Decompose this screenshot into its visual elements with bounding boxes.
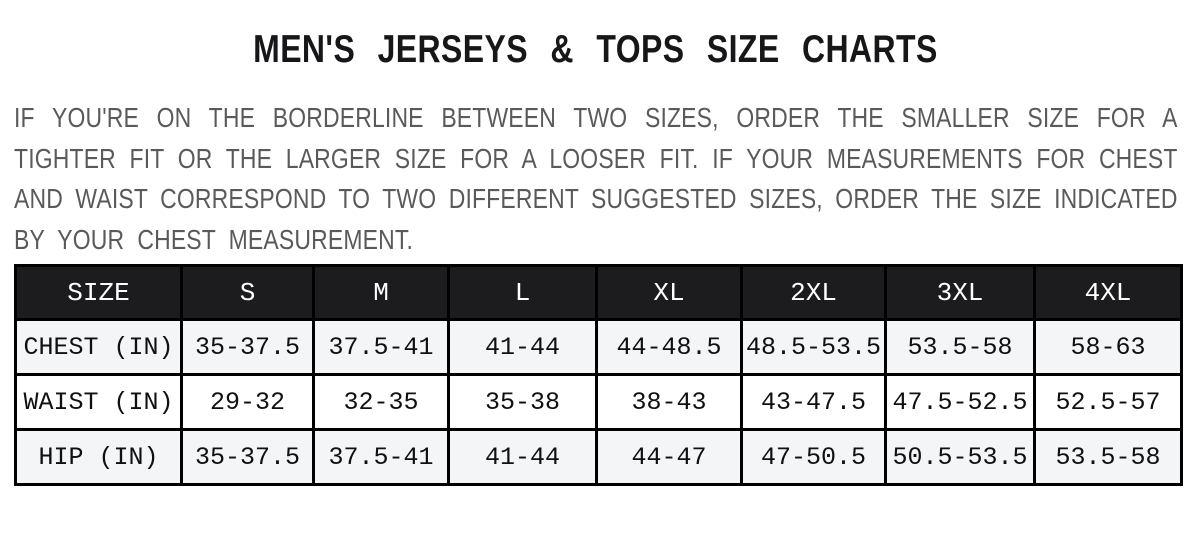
intro-line-4: BY YOUR CHEST MEASUREMENT. [14,223,414,255]
table-row-hip [16,430,1182,485]
size-chart-page [0,28,1191,486]
row-label-hip: HIP (IN) [16,430,182,485]
table-cell: 32-35 [314,375,449,430]
column-header-m: M [314,266,449,320]
column-header-3xl: 3XL [886,266,1035,320]
row-label-waist: WAIST (IN) [16,375,182,430]
table-row-chest [16,320,1182,375]
table-cell: 38-43 [597,375,742,430]
table-cell: 37.5-41 [314,320,449,375]
table-cell: 43-47.5 [742,375,886,430]
table-cell: 35-38 [449,375,597,430]
table-cell: 41-44 [449,320,597,375]
column-header-size: SIZE [16,266,182,320]
table-header-row [16,266,1182,320]
column-header-4xl: 4XL [1035,266,1182,320]
column-header-l: L [449,266,597,320]
row-label-chest: CHEST (IN) [16,320,182,375]
table-row-waist [16,375,1182,430]
table-cell: 48.5-53.5 [742,320,886,375]
intro-line-2: TIGHTER FIT OR THE LARGER SIZE FOR A LOOSER FIT. IF YOUR MEASUREMENTS FOR CHEST [14,142,1178,174]
table-cell: 58-63 [1035,320,1182,375]
table-cell: 50.5-53.5 [886,430,1035,485]
table-cell: 47-50.5 [742,430,886,485]
intro-line-3: AND WAIST CORRESPOND TO TWO DIFFERENT SUGGESTED SIZES, ORDER THE SIZE INDICATED [14,183,1178,214]
intro-line-1: IF YOU'RE ON THE BORDERLINE BETWEEN TWO SIZES, ORDER THE SMALLER SIZE FOR A [14,102,1178,133]
table-cell: 29-32 [182,375,314,430]
intro-paragraph [14,98,1177,260]
table-cell: 41-44 [449,430,597,485]
table-cell: 37.5-41 [314,430,449,485]
page-title: MEN'S JERSEYS & TOPS SIZE CHARTS [253,28,938,71]
table-cell: 53.5-58 [1035,430,1182,485]
table-cell: 44-47 [597,430,742,485]
size-chart-table [14,264,1183,486]
table-cell: 35-37.5 [182,320,314,375]
table-cell: 53.5-58 [886,320,1035,375]
column-header-s: S [182,266,314,320]
table-cell: 35-37.5 [182,430,314,485]
column-header-xl: XL [597,266,742,320]
column-header-2xl: 2XL [742,266,886,320]
table-cell: 44-48.5 [597,320,742,375]
table-cell: 47.5-52.5 [886,375,1035,430]
table-cell: 52.5-57 [1035,375,1182,430]
title-row [0,28,1191,72]
